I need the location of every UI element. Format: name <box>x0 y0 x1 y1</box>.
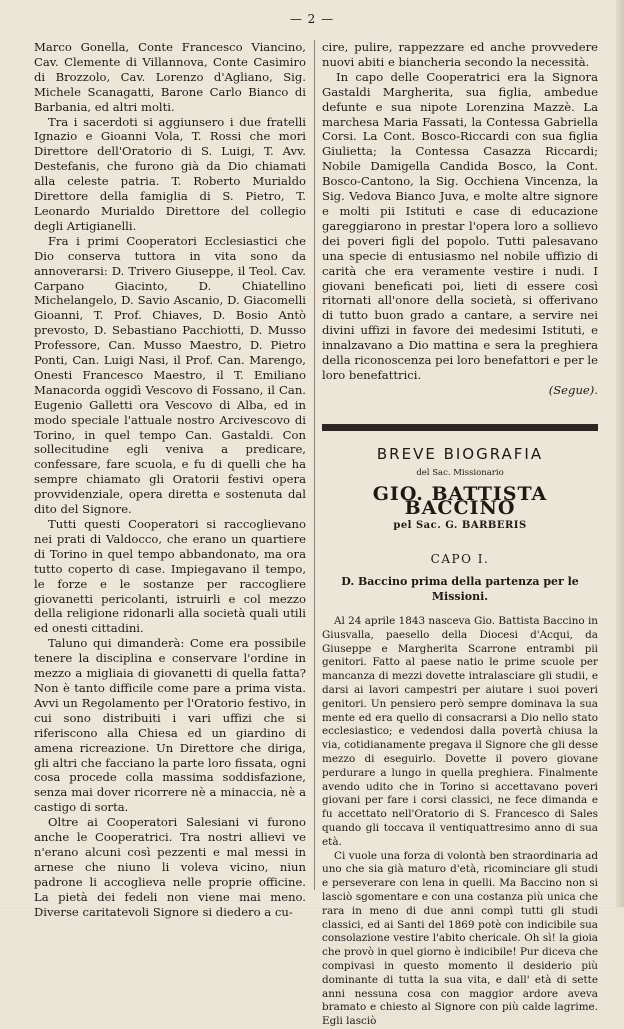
paragraph: Oltre ai Cooperatori Salesiani vi furono anche le Cooperatrici. Tra nostri allievi ve n'erano alcuni così pezzenti e mal messi in arnese che niuno li voleva vicino, niun padrone li accoglieva nelle proprie officine. La pietà dei fedeli non viene mai meno. Diverse caritatevoli Signore si diedero a cu- <box>34 815 306 919</box>
paragraph: Tutti questi Cooperatori si raccoglievano nei prati di Valdocco, che erano un quartiere di Torino in quel tempo abbandonato, ma ora tutto coperto di case. Impiegavano il tempo, le forze e le sostanze per raccogliere giovanetti pericolanti, istruirli e col mezzo della religione ridonarli alla società quali utili ed onesti cittadini. <box>34 517 306 636</box>
segue-note: (Segue). <box>548 382 598 397</box>
column-divider <box>314 40 315 890</box>
biography-heading: BREVE BIOGRAFIA <box>376 444 544 463</box>
biography-body <box>322 615 598 1029</box>
biography-author: pel Sac. G. BARBERIS <box>393 520 527 532</box>
biography-name: GIO. BATTISTA BACCINO <box>372 482 548 520</box>
biography-subheading: del Sac. Missionario <box>416 467 504 478</box>
chapter-heading: CAPO I. <box>430 552 490 567</box>
paragraph: Marco Gonella, Conte Francesco Viancino, Cav. Clemente di Villannova, Conte Casimiro di Brozzolo, Cav. Lorenzo d'Agliano, Sig. Michele Scanagatti, Barone Carlo Bianco di Barbania, ed altri molti. <box>34 40 306 114</box>
right-column <box>322 40 598 1029</box>
left-column <box>34 40 306 919</box>
paragraph: In capo delle Cooperatrici era la Signora Gastaldi Margherita, sua figlia, ambedue defunte e sua nipote Lorenzina Mazzè. La marchesa Maria Fassati, la Contessa Gabriella Corsi. La Cont. Bosco-Riccardi con sua figlia Giulietta; la Contessa Casazza Riccardi; Nobile Damigella Candida Bosco, la Cont. Bosco-Cantono, la Sig. Occhiena Vincenza, la Sig. Vedova Bianco Juva, e molte altre signore e molti pii Istituti e case di educazione gareggiarono in prestar l'opera loro a sollievo dei poveri figli del popolo. Tutti palesavano una specie di entusiasmo nel nobile uffizio di carità che era veramente vestire i nudi. I giovani beneficati poi, lieti di essere così ritornati all'onore della società, si offerivano di tutto buon grado a cantare, a servire nei divini uffizi in favore dei medesimi Istituti, e innalzavano a Dio mattina e sera la preghiera della riconoscenza pei loro benefattori e per le loro benefattrici. <box>322 69 598 382</box>
paragraph: Tra i sacerdoti si aggiunsero i due fratelli Ignazio e Gioanni Vola, T. Rossi che mori Direttore dell'Oratorio di S. Luigi, T. Avv. Destefanis, che furono già da Dio chiamati alla celeste patria. T. Roberto Murialdo Direttore della famiglia di S. Pietro, T. Leonardo Murialdo Direttore del collegio degli Artigianelli. <box>34 114 306 233</box>
page-edge <box>616 0 624 907</box>
paragraph: Taluno qui dimanderà: Come era possibile tenere la disciplina e conservare l'ordine in mezzo a migliaia di giovanetti di quella fatta? Non è tanto difficile come pare a prima vista. Avvi un Regolamento per l'Oratorio festivo, in cui sono distribuiti i vari uffizi che si riferiscono alla Chiesa ed un giardino di amena ricreazione. Un Direttore che diriga, gli altri che facciano la parte loro fissata, ogni cosa procede colla massima soddisfazione, senza mai dover ricorrere nè a minaccia, nè a castigo di sorta. <box>34 636 306 815</box>
section-rule <box>322 424 598 431</box>
chapter-title: D. Baccino prima della partenza per le Missioni. <box>341 575 579 604</box>
paragraph: Ci vuole una forza di volontà ben straordinaria ad uno che sia già maturo d'età, ricominciare gli studi e perseverare con lena in quelli. Ma Baccino non si lasciò sgomentare e con una costanza più unica che rara in meno di due anni compì tutti gli studi classici, ed ai Santi del 1869 potè con indicibile sua consolazione vestire l'abito chericale. Oh sì! la gioia che provò in quel giorno è indicibile! Pur diceva che compivasi in questo momento il desiderio più dominante di tutta la sua vita, e dall' età di sette anni nessuna cosa con maggior ardore aveva bramato e chiesto al Signore con più calde lagrime. Egli lasciò <box>322 849 598 1028</box>
paragraph: Al 24 aprile 1843 nasceva Gio. Battista Baccino in Giusvalla, paesello della Diocesi d'Acqui, da Giuseppe e Margherita Scarrone entrambi pii genitori. Fatto al paese natio le prime scuole per mancanza di mezzi dovette intralasciare gli studii, e darsi ai lavori campestri per aiutare i suoi poveri genitori. Un pensiero però sempre dominava la sua mente ed era quello di consacrarsi a Dio nello stato ecclesiastico; e vedendosi dalla povertà chiusa la via, cotidianamente pregava il Signore che gli desse mezzo di eseguirlo. Dovette il povero giovane perdurare a lungo in quella preghiera. Finalmente avendo udito che in Torino si accettavano poveri giovani per fare i corsi classici, ne fece dimanda e fu accettato nell'Oratorio di S. Francesco di Sales quando gli toccava il ventiquattresimo anno di sua età. <box>322 615 598 848</box>
paragraph: cire, pulire, rappezzare ed anche provvedere nuovi abiti e biancheria secondo la necessità. <box>322 40 598 69</box>
paragraph: Fra i primi Cooperatori Ecclesiastici che Dio conserva tuttora in vita sono da annoverarsi: D. Trivero Giuseppe, il Teol. Cav. Carpano Giacinto, D. Chiatellino Michelangelo, D. Savio Ascanio, D. Giacomelli Gioanni, T. Prof. Chiaves, D. Bosio Antò prevosto, D. Sebastiano Pacchiotti, D. Musso Professore, Can. Musso Maestro, D. Pietro Ponti, Can. Luigi Nasi, il Prof. Can. Marengo, Onesti Francesco Maestro, il T. Emiliano Manacorda oggidì Vescovo di Fossano, il Can. Eugenio Galletti ora Vescovo di Alba, ed in modo speciale l'attuale nostro Arcivescovo di Torino, in quel tempo Can. Gastaldi. Con sollecitudine egli veniva a predicare, confessare, fare scuola, e fu di quelli che ha sempre chiamato gli Oratorii festivi opera provvidenziale, opera diretta e sostenuta dal dito del Signore. <box>34 233 306 517</box>
page-number: — 2 — <box>289 12 335 26</box>
